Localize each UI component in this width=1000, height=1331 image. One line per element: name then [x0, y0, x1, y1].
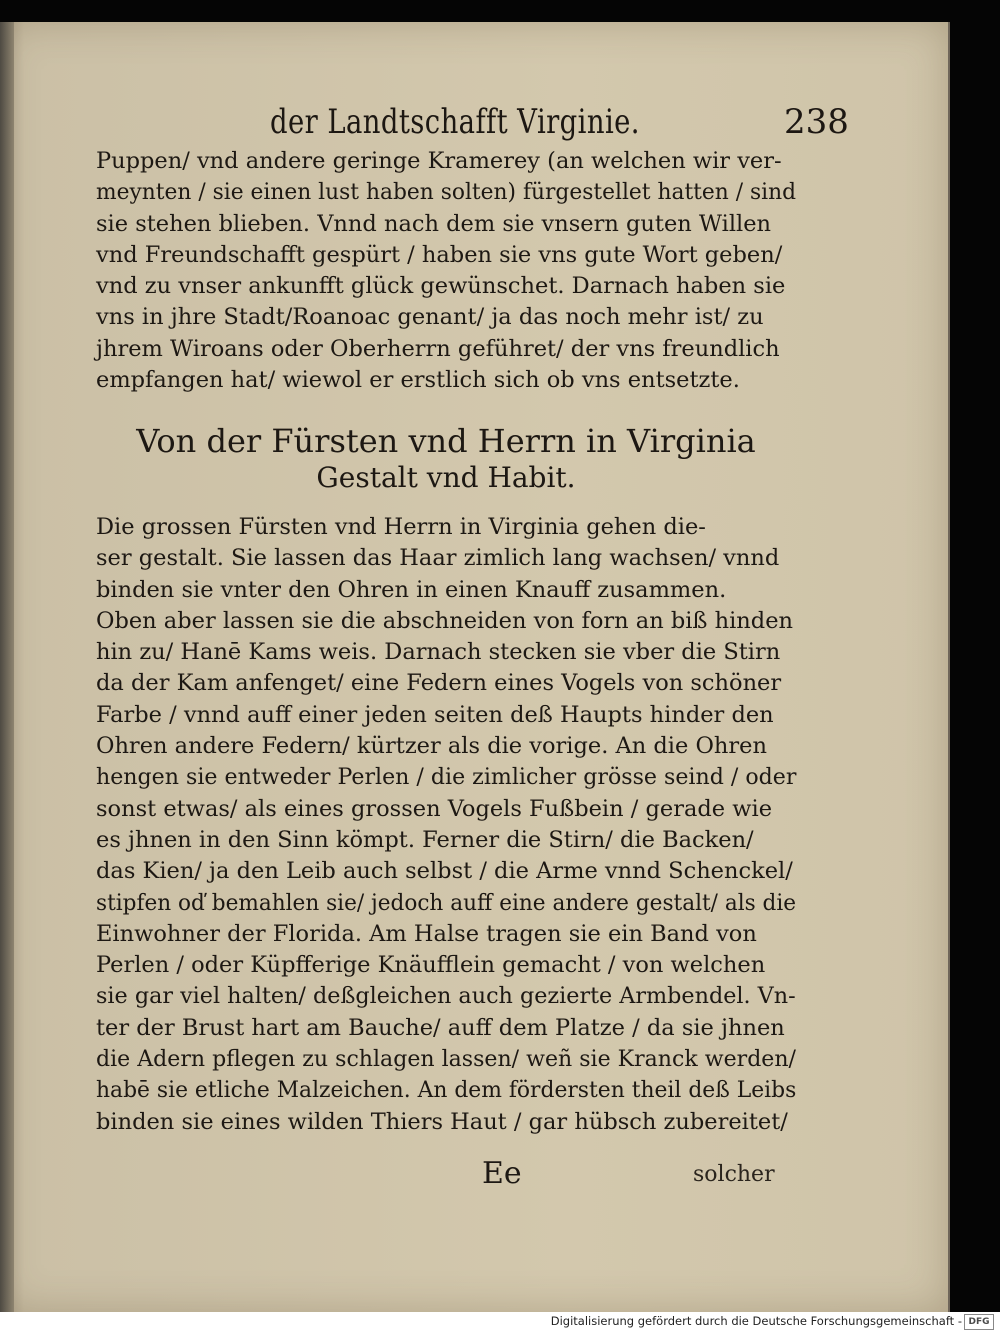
text-line: binden sie eines wilden Thiers Haut / gar hübsch zubereitet/: [96, 1108, 788, 1135]
text-line: hengen sie entweder Perlen / die zimlicher grösse seind / oder: [96, 764, 797, 791]
section-heading-line-2: Gestalt vnd Habit.: [316, 461, 576, 494]
page-number: 238: [784, 102, 849, 142]
text-line: es jhnen in den Sinn kömpt. Ferner die Stirn/ die Backen/: [96, 826, 754, 853]
text-line: jhrem Wiroans oder Oberherrn geführet/ der vns freundlich: [96, 335, 780, 362]
text-line: vnd Freundschafft gespürt / haben sie vns gute Wort geben/: [96, 241, 783, 268]
text-line: Die grossen Fürsten vnd Herrn in Virginia gehen die-: [96, 514, 706, 540]
text-line: da der Kam anfenget/ eine Federn eines Vogels von schöner: [96, 670, 782, 697]
dfg-logo-icon: DFG: [964, 1314, 994, 1330]
footer-bar: [0, 1312, 1000, 1331]
text-line: vns in jhre Stadt/Roanoac genant/ ja das noch mehr ist/ zu: [96, 304, 764, 331]
text-line: vnd zu vnser ankunfft glück gewünschet. Darnach haben sie: [96, 273, 786, 300]
text-line: sie stehen blieben. Vnnd nach dem sie vnsern guten Willen: [96, 210, 772, 237]
text-line: Einwohner der Florida. Am Halse tragen sie ein Band von: [96, 920, 757, 947]
text-line: habē sie etliche Malzeichen. An dem fördersten theil deß Leibs: [96, 1077, 797, 1104]
paragraph-1: [96, 146, 796, 396]
paragraph-2: [96, 512, 796, 1138]
text-line: Ohren andere Federn/ kürtzer als die vorige. An die Ohren: [96, 733, 767, 760]
text-line: meynten / sie einen lust haben solten) fürgestellet hatten / sind: [96, 179, 797, 206]
text-line: Perlen / oder Küpfferige Knäufflein gemacht / von welchen: [96, 952, 766, 979]
text-line: empfangen hat/ wiewol er erstlich sich ob vns entsetzte.: [96, 367, 740, 394]
text-line: die Adern pflegen zu schlagen lassen/ weñ sie Kranck werden/: [96, 1046, 796, 1073]
text-line: Oben aber lassen sie die abschneiden von forn an biß hinden: [96, 607, 794, 634]
text-line: ter der Brust hart am Bauche/ auff dem Platze / da sie jhnen: [96, 1014, 785, 1041]
running-title: der Landtschafft Virginie.: [270, 102, 640, 142]
section-heading-line-1: Von der Fürsten vnd Herrn in Virginia: [136, 422, 756, 460]
text-line: hin zu/ Hanē Kams weis. Darnach stecken sie vber die Stirn: [96, 639, 781, 666]
funding-notice: Digitalisierung gefördert durch die Deutsche Forschungsgemeinschaft -: [550, 1314, 962, 1328]
text-line: Puppen/ vnd andere geringe Kramerey (an welchen wir ver-: [96, 148, 782, 174]
signature-mark: Ee: [482, 1156, 522, 1191]
text-line: Farbe / vnnd auff einer jeden seiten deß Haupts hinder den: [96, 701, 774, 728]
text-line: sonst etwas/ als eines grossen Vogels Fußbein / gerade wie: [96, 795, 773, 822]
book-page: [0, 22, 950, 1312]
text-line: ser gestalt. Sie lassen das Haar zimlich lang wachsen/ vnnd: [96, 545, 780, 572]
section-heading: [96, 422, 796, 496]
text-line: sie gar viel halten/ deßgleichen auch gezierte Armbendel. Vn-: [96, 983, 796, 1010]
text-line: stipfen oď bemahlen sie/ jedoch auff eine andere gestalt/ als die: [96, 889, 797, 916]
text-line: das Kien/ ja den Leib auch selbst / die Arme vnnd Schenckel/: [96, 858, 793, 885]
text-line: binden sie vnter den Ohren in einen Knauff zusammen.: [96, 576, 727, 603]
catchword: solcher: [693, 1162, 775, 1187]
